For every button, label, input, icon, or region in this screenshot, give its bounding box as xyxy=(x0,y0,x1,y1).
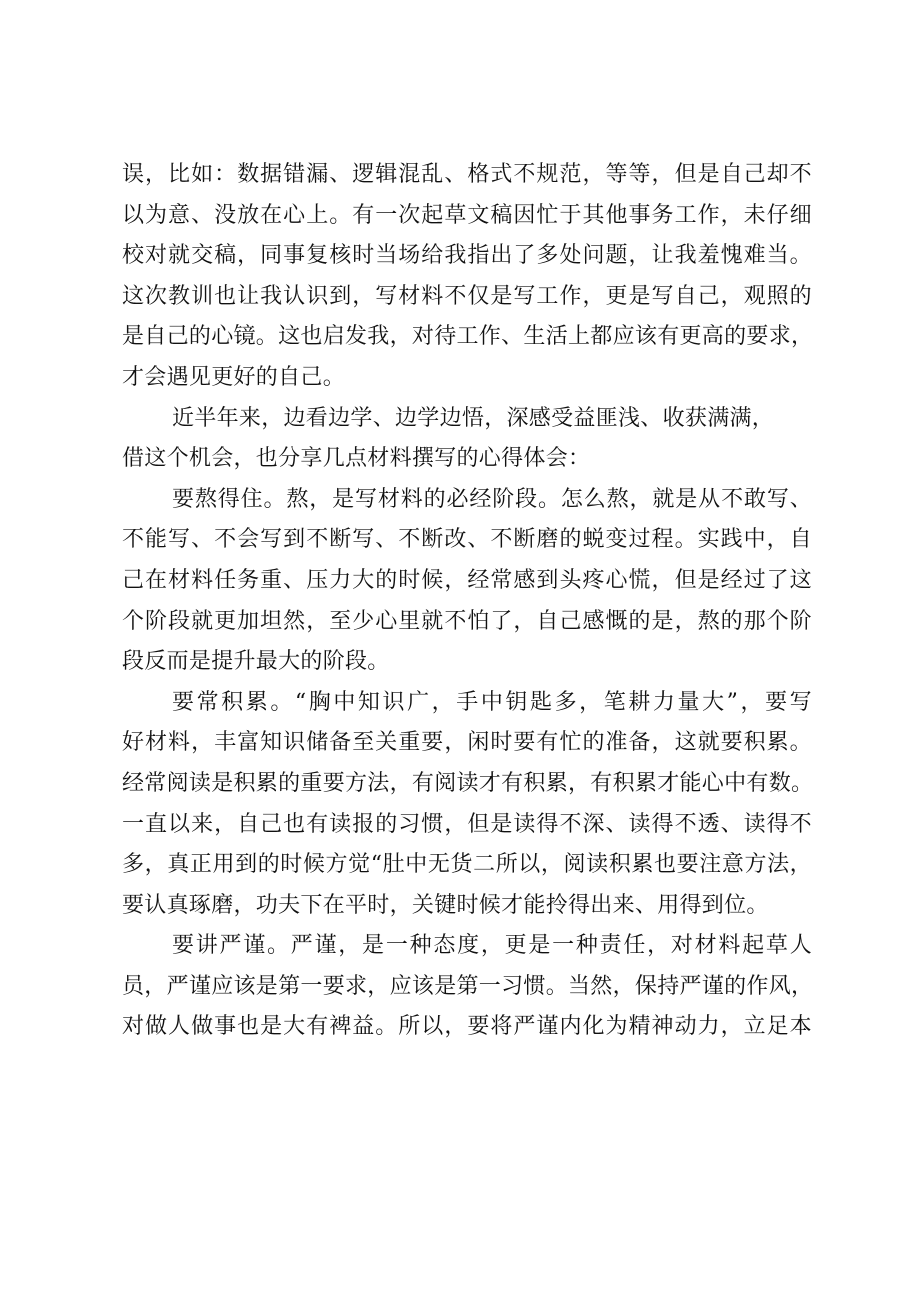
body-text-line: 才会遇见更好的自己。 xyxy=(122,364,346,390)
body-text-line: 对做人做事也是大有裨益。所以，要将严谨内化为精神动力，立足本 xyxy=(122,1014,812,1040)
body-text-line: 以为意、没放在心上。有一次起草文稿因忙于其他事务工作，未仔细 xyxy=(122,202,812,228)
body-text-line: 要认真琢磨，功夫下在平时，关键时候才能拎得出来、用得到位。 xyxy=(122,892,769,918)
body-text-line: 这次教训也让我认识到，写材料不仅是写工作，更是写自己，观照的 xyxy=(122,283,812,309)
body-text-line: 不能写、不会写到不断写、不断改、不断磨的蜕变过程。实践中，自 xyxy=(122,527,812,553)
body-text-line: 己在材料任务重、压力大的时候，经常感到头疼心慌，但是经过了这 xyxy=(122,567,812,593)
body-text-line: 经常阅读是积累的重要方法，有阅读才有积累，有积累才能心中有数。 xyxy=(122,770,814,796)
body-text-line: 多，真正用到的时候方觉“肚中无货二所以，阅读积累也要注意方法， xyxy=(122,852,812,878)
paragraph-first-line: 要熬得住。熬，是写材料的必经阶段。怎么熬，就是从不敢写、 xyxy=(172,486,812,512)
body-text-line: 误，比如：数据错漏、逻辑混乱、格式不规范，等等，但是自己却不 xyxy=(122,162,812,187)
body-text-line: 借这个机会，也分享几点材料撰写的心得体会： xyxy=(122,446,591,472)
body-text-line: 好材料，丰富知识储备至关重要，闲时要有忙的准备，这就要积累。 xyxy=(122,730,812,756)
body-text-line: 段反而是提升最大的阶段。 xyxy=(122,649,390,675)
body-text-line: 个阶段就更加坦然，至少心里就不怕了，自己感慨的是，熬的那个阶 xyxy=(122,608,812,634)
paragraph-first-line: 要常积累。“胸中知识广，手中钥匙多，笔耕力量大”，要写 xyxy=(172,689,812,715)
document-body xyxy=(122,155,812,1048)
paragraph-first-line: 近半年来，边看边学、边学边悟，深感受益匪浅、收获满满， xyxy=(172,405,775,431)
body-text-line: 一直以来，自己也有读报的习惯，但是读得不深、读得不透、读得不 xyxy=(122,811,812,837)
body-text-line: 员，严谨应该是第一要求，应该是第一习惯。当然，保持严谨的作风， xyxy=(122,973,814,999)
body-text-line: 是自己的心镜。这也启发我，对待工作、生活上都应该有更高的要求， xyxy=(122,324,814,350)
body-text-line: 校对就交稿，同事复核时当场给我指出了多处问题，让我羞愧难当。 xyxy=(122,243,812,269)
paragraph-first-line: 要讲严谨。严谨，是一种态度，更是一种责任，对材料起草人 xyxy=(172,933,812,959)
